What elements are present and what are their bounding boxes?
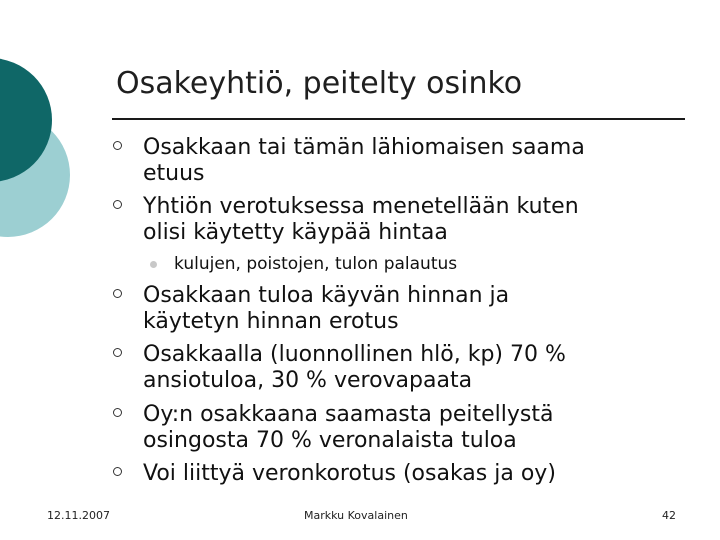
ring-bullet-icon [113,289,122,298]
bullet-item: Osakkaalla (luonnollinen hlö, kp) 70 % ansiotuloa, 30 % verovapaata [143,342,566,394]
bullet-item: Yhtiön verotuksessa menetellään kuten olisi käytetty käypää hintaa [143,194,579,246]
bullet-item: Oy:n osakkaana saamasta peitellystä osingosta 70 % veronalaista tuloa [143,402,553,454]
ring-bullet-icon [113,348,122,357]
bullet-item: Voi liittyä veronkorotus (osakas ja oy) [143,461,556,487]
ring-bullet-icon [113,141,122,150]
dot-bullet-icon [150,261,157,268]
footer-date: 12.11.2007 [47,509,110,522]
bullet-item: Osakkaan tai tämän lähiomaisen saama etuus [143,135,585,187]
bullet-item: Osakkaan tuloa käyvän hinnan ja käytetyn hinnan erotus [143,283,509,335]
ring-bullet-icon [113,467,122,476]
ring-bullet-icon [113,408,122,417]
footer-page-number: 42 [662,509,676,522]
footer-author: Markku Kovalainen [304,509,408,522]
sub-bullet-item: kulujen, poistojen, tulon palautus [174,254,457,274]
ring-bullet-icon [113,200,122,209]
slide-title: Osakeyhtiö, peitelty osinko [116,66,523,101]
